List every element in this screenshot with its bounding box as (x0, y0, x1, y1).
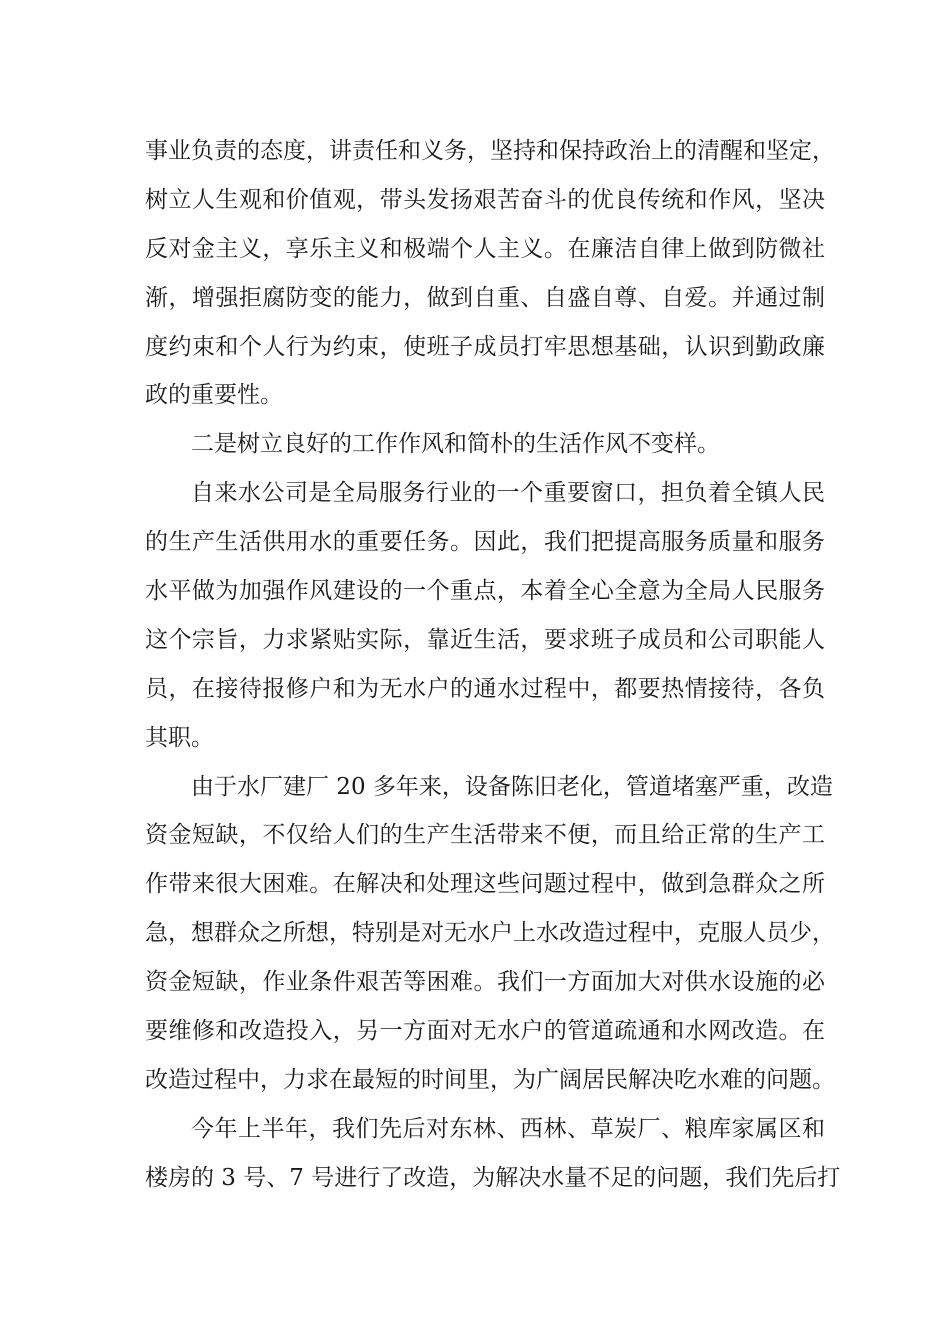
text-line: 反对金主义，享乐主义和极端个人主义。在廉洁自律上做到防微社 (145, 235, 825, 262)
text-line: 渐，增强拒腐防变的能力，做到自重、自盛自尊、自爱。并通过制 (145, 284, 825, 311)
text-line: 二是树立良好的工作作风和简朴的生活作风不变样。 (191, 431, 720, 458)
text-line: 楼房的 3 号、7 号进行了改造，为解决水量不足的问题，我们先后打 (145, 1164, 841, 1191)
text-line: 改造过程中，力求在最短的时间里，为广阔居民解决吃水难的问题。 (145, 1066, 835, 1093)
text-line: 树立人生观和价值观，带头发扬艰苦奋斗的优良传统和作风，坚决 (145, 186, 825, 213)
text-line: 急，想群众之所想，特别是对无水户上水改造过程中，克服人员少， (145, 920, 835, 947)
text-line: 的生产生活供用水的重要任务。因此，我们把提高服务质量和服务 (145, 529, 825, 556)
text-line: 水平做为加强作风建设的一个重点，本着全心全意为全局人民服务 (145, 578, 825, 605)
text-line: 度约束和个人行为约束，使班子成员打牢思想基础，认识到勤政廉 (145, 333, 825, 360)
text-line: 资金短缺，作业条件艰苦等困难。我们一方面加大对供水设施的必 (145, 969, 825, 996)
text-line: 作带来很大困难。在解决和处理这些问题过程中，做到急群众之所 (145, 871, 825, 898)
text-line: 今年上半年，我们先后对东林、西林、草炭厂、粮库家属区和 (191, 1115, 825, 1142)
text-line: 事业负责的态度，讲责任和义务，坚持和保持政治上的清醒和坚定， (145, 138, 835, 164)
text-line: 资金短缺，不仅给人们的生产生活带来不便，而且给正常的生产工 (145, 822, 825, 849)
text-line: 政的重要性。 (145, 382, 283, 409)
text-line: 员，在接待报修户和为无水户的通水过程中，都要热情接待，各负 (145, 675, 825, 702)
text-line: 这个宗旨，力求紧贴实际，靠近生活，要求班子成员和公司职能人 (145, 626, 825, 653)
text-line: 自来水公司是全局服务行业的一个重要窗口，担负着全镇人民 (191, 480, 825, 507)
document-body (145, 127, 841, 1203)
text-line: 其职。 (145, 724, 214, 751)
text-line: 要维修和改造投入，另一方面对无水户的管道疏通和水网改造。在 (145, 1018, 825, 1045)
text-line: 由于水厂建厂 20 多年来，设备陈旧老化，管道堵塞严重，改造 (191, 773, 833, 800)
